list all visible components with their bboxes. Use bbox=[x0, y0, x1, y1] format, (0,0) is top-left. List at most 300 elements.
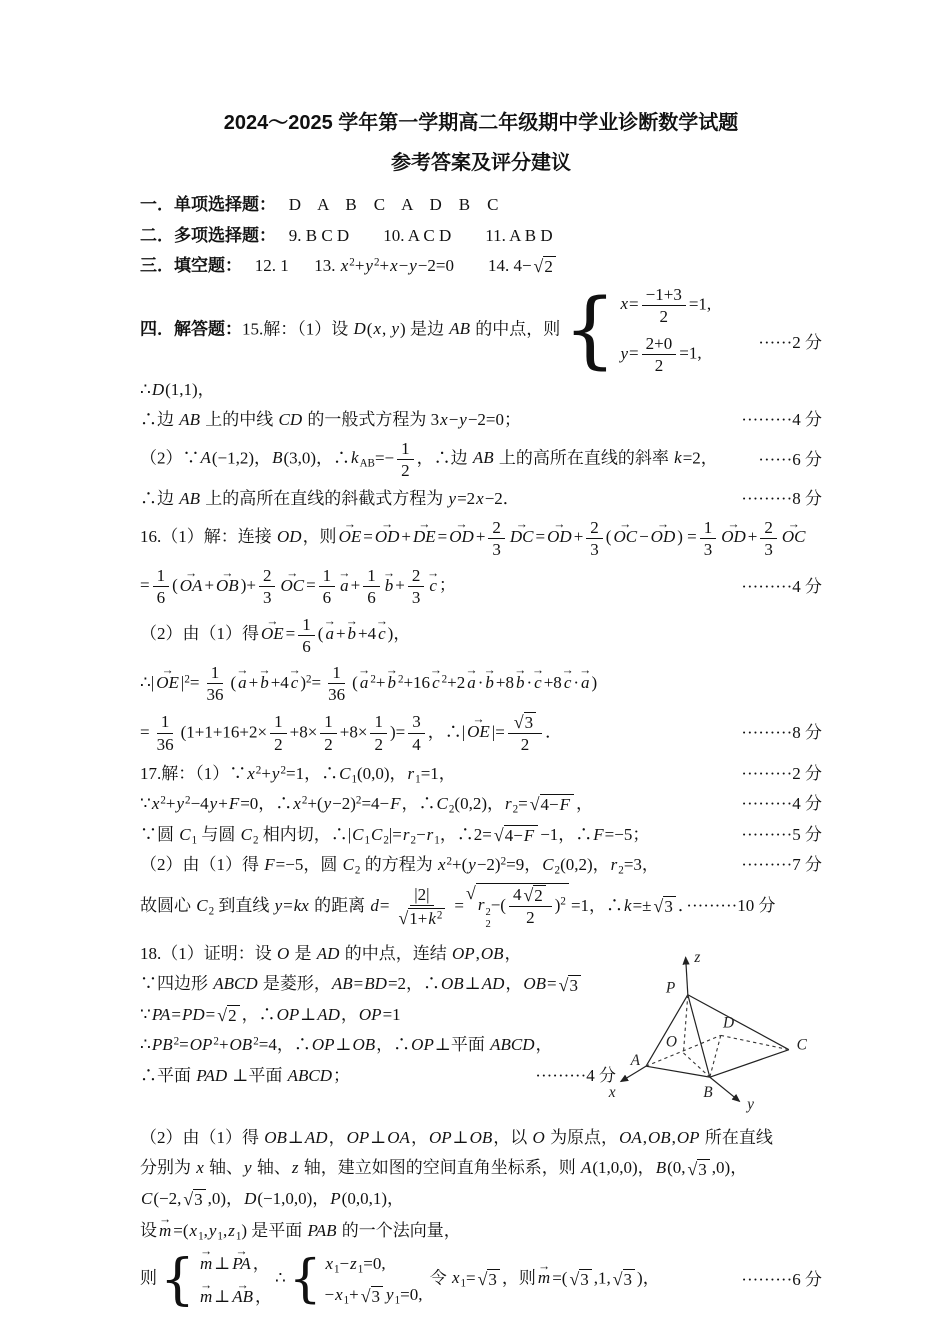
line-content bbox=[140, 1128, 773, 1147]
text-run: =0，∴ bbox=[240, 794, 293, 814]
radicand: 3 bbox=[697, 1159, 710, 1180]
math-variable: CD bbox=[278, 410, 303, 429]
math-variable: C bbox=[436, 794, 448, 814]
vector bbox=[375, 524, 400, 550]
math-variable: k bbox=[428, 908, 436, 928]
radicand bbox=[540, 794, 574, 815]
math-variable: C bbox=[196, 895, 208, 915]
math-variable: AB bbox=[179, 489, 201, 508]
vector bbox=[547, 524, 572, 550]
square-root bbox=[466, 883, 569, 931]
text-run: 故圆心 bbox=[140, 895, 196, 915]
subsup bbox=[338, 764, 357, 783]
subsup bbox=[451, 1268, 467, 1290]
text-run: −4 bbox=[190, 794, 209, 814]
text-run: · bbox=[526, 672, 533, 692]
math-variable: x bbox=[620, 294, 629, 314]
score-mark: ·········4 分 bbox=[741, 410, 822, 429]
subsup bbox=[240, 825, 259, 844]
math-variable: PB bbox=[151, 1035, 173, 1055]
vector-name: OC bbox=[613, 527, 638, 547]
left-brace-icon: { bbox=[160, 1247, 195, 1312]
text-run: 三．填空题： bbox=[140, 256, 242, 275]
math-variable: y bbox=[271, 763, 280, 783]
math-variable: BD bbox=[364, 974, 387, 994]
text-run: , bbox=[671, 1127, 676, 1147]
fraction bbox=[408, 711, 425, 755]
fraction bbox=[202, 662, 227, 706]
math-variable: OP bbox=[311, 1035, 335, 1055]
text-run: =0, bbox=[400, 1285, 423, 1305]
subsup bbox=[340, 256, 355, 275]
text-run: 令 bbox=[425, 1268, 451, 1288]
text-run: ∴| bbox=[140, 672, 155, 692]
text-run: =± bbox=[632, 895, 652, 915]
text-run: =( bbox=[552, 1268, 568, 1288]
math-variable: x bbox=[196, 1158, 204, 1178]
math-variable: F bbox=[593, 824, 604, 844]
radical-sign: √ bbox=[569, 1268, 580, 1289]
fraction bbox=[700, 517, 717, 561]
vector bbox=[651, 524, 676, 550]
vector-name: OD bbox=[650, 527, 676, 547]
superscript: 2 bbox=[370, 673, 376, 686]
text-run: ∵ bbox=[140, 1004, 151, 1024]
math-variable: y bbox=[386, 1285, 394, 1305]
math-variable: AD bbox=[316, 943, 340, 963]
subsup bbox=[271, 764, 286, 783]
math-variable: r bbox=[610, 855, 618, 875]
square-root bbox=[478, 1269, 500, 1290]
text-run: ⊥ bbox=[214, 1253, 231, 1273]
math-variable: y bbox=[391, 318, 400, 338]
text-run: − bbox=[448, 410, 459, 429]
cases-group bbox=[563, 280, 712, 379]
math-variable: y bbox=[274, 895, 283, 915]
subscript: 1 bbox=[364, 833, 371, 846]
denominator: 6 bbox=[302, 636, 311, 656]
subscript: 1 bbox=[235, 1230, 242, 1243]
vector bbox=[200, 1251, 212, 1277]
text-run: , bbox=[222, 1221, 228, 1241]
math-variable: x bbox=[451, 1268, 460, 1288]
math-variable: x bbox=[325, 1253, 334, 1273]
math-variable: x bbox=[440, 410, 448, 429]
q18-part1-line3 bbox=[140, 1002, 616, 1028]
superscript: 2 bbox=[485, 906, 491, 918]
vector bbox=[782, 524, 806, 550]
math-variable: y bbox=[468, 855, 476, 875]
text-run: ⊥ bbox=[335, 1035, 352, 1055]
text-run: (3,0)，∴ bbox=[283, 448, 351, 468]
math-variable: OB bbox=[229, 1035, 253, 1055]
text-run: =1, bbox=[688, 294, 712, 314]
vector-name: m bbox=[537, 1268, 551, 1288]
cases-group bbox=[288, 1248, 423, 1309]
text-run: = bbox=[454, 895, 465, 915]
text-run: + bbox=[261, 763, 271, 783]
math-variable: r bbox=[426, 824, 434, 844]
text-run: + bbox=[248, 672, 259, 692]
line-content bbox=[140, 663, 598, 705]
text-run: 二．多项选择题： bbox=[140, 225, 276, 245]
text-run: )， bbox=[387, 624, 411, 644]
math-variable: OP bbox=[276, 1004, 300, 1024]
math-variable: z bbox=[291, 1158, 299, 1178]
subscript: 2 bbox=[208, 904, 215, 917]
radical-sign: √ bbox=[466, 882, 476, 903]
vector-name: c bbox=[429, 575, 437, 595]
text-run: +4 bbox=[358, 624, 377, 644]
text-run: ⊥ bbox=[464, 974, 481, 994]
text-run: − bbox=[416, 824, 426, 844]
math-variable: C bbox=[542, 855, 554, 875]
math-variable: ABCD bbox=[490, 1035, 535, 1055]
text-run: ) bbox=[300, 672, 307, 692]
subscript: 2 bbox=[252, 833, 259, 846]
fraction bbox=[488, 517, 505, 561]
text-run: 12. 1 13. bbox=[242, 256, 340, 275]
text-run: )， bbox=[637, 1268, 660, 1288]
vector bbox=[232, 1251, 251, 1277]
text-run: ⊥ bbox=[452, 1127, 469, 1147]
math-variable: x bbox=[340, 256, 349, 275]
math-variable: r bbox=[407, 763, 415, 783]
math-variable: y bbox=[209, 794, 218, 814]
denominator: 2 bbox=[659, 306, 668, 326]
q16-part1-line2 bbox=[140, 565, 822, 609]
radicand: 3 bbox=[524, 712, 537, 733]
text-run: ,1, bbox=[593, 1268, 611, 1288]
vector-name: OD bbox=[374, 527, 400, 547]
fraction bbox=[153, 711, 178, 755]
text-run: −2． bbox=[484, 489, 520, 508]
text-run: ⊥平面 bbox=[434, 1035, 490, 1055]
q16-part2-line2 bbox=[140, 662, 822, 706]
square-root bbox=[523, 885, 545, 906]
vector-name: PA bbox=[232, 1253, 251, 1273]
q16-part2-line1 bbox=[140, 614, 822, 658]
subsup bbox=[560, 895, 566, 914]
text-run: = bbox=[171, 1004, 181, 1024]
text-run: =4，∴ bbox=[258, 1035, 311, 1055]
vector-name: m bbox=[199, 1253, 213, 1273]
text-run: ) = bbox=[677, 527, 697, 547]
text-run: ，则 bbox=[302, 527, 337, 547]
vector bbox=[432, 670, 440, 696]
text-run: =− bbox=[374, 448, 395, 468]
vector bbox=[429, 573, 437, 599]
fraction bbox=[642, 333, 677, 377]
q17-part1-line1 bbox=[140, 761, 822, 787]
text-run: 上的高所在直线的斜截式方程为 bbox=[201, 489, 448, 508]
subsup bbox=[426, 825, 440, 844]
line-content bbox=[140, 256, 558, 275]
text-run: + bbox=[375, 672, 386, 692]
text-run: +16 bbox=[403, 672, 431, 692]
vector-name: OD bbox=[449, 527, 474, 547]
q18-part1-line5 bbox=[140, 1063, 616, 1089]
math-variable: y bbox=[365, 256, 373, 275]
math-variable: kx bbox=[293, 895, 309, 915]
math-variable: PAB bbox=[307, 1221, 337, 1241]
subscript: AB bbox=[359, 457, 375, 470]
subscript: 2 bbox=[410, 833, 417, 846]
line-content bbox=[140, 1249, 660, 1310]
math-variable: x bbox=[476, 489, 484, 508]
subsup bbox=[151, 794, 166, 813]
vector bbox=[159, 1218, 171, 1244]
square-root bbox=[494, 825, 538, 846]
text-run: 是 bbox=[290, 943, 316, 963]
cases-column bbox=[620, 284, 712, 377]
q15-altitude-equation bbox=[140, 486, 822, 512]
text-run: 到直线 bbox=[214, 895, 274, 915]
line-content bbox=[140, 195, 498, 214]
math-variable: y bbox=[176, 794, 185, 814]
radicand: 3 bbox=[663, 896, 676, 917]
text-run: ( bbox=[317, 624, 324, 644]
line-content bbox=[140, 852, 659, 878]
line-content bbox=[140, 1189, 404, 1208]
q18-proof-text bbox=[140, 936, 616, 1094]
math-variable: AD bbox=[317, 1004, 340, 1024]
line-content bbox=[140, 517, 808, 559]
line-content bbox=[140, 614, 411, 656]
vector-name: b bbox=[260, 672, 269, 692]
score-mark: ······2 分 bbox=[758, 333, 822, 352]
y-axis bbox=[710, 1077, 740, 1101]
text-run: ( bbox=[366, 318, 373, 338]
text-run: ，∴ bbox=[401, 794, 436, 814]
text-run: , bbox=[382, 318, 391, 338]
superscript: 2 bbox=[213, 1035, 219, 1048]
pyramid-figure bbox=[602, 942, 822, 1120]
radicand: 2 bbox=[227, 1005, 240, 1026]
line-content bbox=[140, 822, 649, 848]
subscript: 1 bbox=[415, 772, 421, 785]
q15-part1-setup bbox=[140, 280, 822, 403]
square-root bbox=[183, 1189, 205, 1210]
math-variable: C bbox=[352, 824, 364, 844]
line-content bbox=[140, 944, 522, 963]
numerator: 3 bbox=[408, 711, 425, 733]
subsup bbox=[349, 1253, 364, 1276]
superscript: 2 bbox=[306, 673, 312, 686]
math-variable: z bbox=[228, 1221, 235, 1241]
subsup bbox=[178, 825, 197, 844]
vector bbox=[280, 573, 304, 599]
cases-group bbox=[160, 1249, 272, 1310]
text-run: ( bbox=[230, 672, 237, 692]
score-mark: ·········4 分 bbox=[535, 1065, 616, 1085]
vector-name: c bbox=[432, 672, 440, 692]
label-d: D bbox=[722, 1014, 735, 1032]
text-run: (0,0,1)， bbox=[341, 1188, 404, 1208]
score-mark: ·········8 分 bbox=[741, 489, 822, 508]
text-run: ， bbox=[255, 1287, 272, 1307]
math-variable: OP bbox=[346, 1127, 370, 1147]
denominator: 36 bbox=[156, 734, 174, 754]
q15-median-equation bbox=[140, 407, 822, 433]
math-variable: D bbox=[244, 1188, 257, 1208]
text-run: ) 是边 bbox=[400, 318, 449, 338]
text-run: 所在直线 bbox=[700, 1127, 773, 1147]
subscript: 1 bbox=[334, 1263, 340, 1276]
subscript: 1 bbox=[351, 772, 357, 785]
vector bbox=[721, 524, 746, 550]
math-variable: A bbox=[580, 1158, 592, 1178]
subscript: 1 bbox=[343, 1294, 350, 1307]
text-run: =−5，圆 bbox=[275, 855, 342, 875]
radicand bbox=[408, 908, 445, 929]
text-run: · bbox=[477, 672, 484, 692]
text-run: ， bbox=[505, 974, 523, 994]
vector-name: OE bbox=[261, 624, 284, 644]
radicand: 2 bbox=[543, 256, 556, 277]
math-variable: OB bbox=[352, 1035, 376, 1055]
single-choice-answers bbox=[140, 192, 822, 218]
superscript: 2 bbox=[173, 1035, 180, 1048]
vector-name: OE bbox=[338, 527, 362, 547]
text-run: ∴平面 bbox=[140, 1065, 196, 1085]
text-run: 则 bbox=[140, 1268, 157, 1288]
fraction bbox=[324, 662, 349, 706]
q16-part1-line1 bbox=[140, 517, 822, 561]
text-run: = bbox=[179, 1035, 189, 1055]
answer-key-subtitle: 参考答案及评分建议 bbox=[391, 152, 571, 174]
superscript: 2 bbox=[160, 794, 166, 807]
cases-column bbox=[198, 1249, 272, 1310]
score-mark: ·········8 分 bbox=[741, 723, 822, 743]
superscript: 2 bbox=[184, 673, 190, 686]
math-variable: PD bbox=[182, 1004, 205, 1024]
vector bbox=[387, 670, 396, 696]
text-run: + bbox=[379, 256, 390, 275]
text-run: =1，∴ bbox=[286, 763, 339, 783]
subsup bbox=[334, 1285, 350, 1307]
text-run: 4− bbox=[504, 825, 523, 845]
denominator: 36 bbox=[328, 685, 346, 705]
math-variable: OB bbox=[264, 1127, 287, 1147]
numerator bbox=[508, 711, 542, 735]
line-content bbox=[140, 1005, 401, 1024]
radicand bbox=[504, 825, 538, 846]
text-run: +( bbox=[452, 855, 468, 875]
subsup bbox=[477, 894, 491, 930]
vector bbox=[200, 1284, 212, 1310]
text-run: + bbox=[573, 527, 584, 547]
text-run: =3， bbox=[623, 855, 659, 875]
text-run: −( bbox=[490, 894, 506, 914]
numerator: 1 bbox=[270, 711, 287, 733]
text-run: , bbox=[475, 943, 480, 963]
subsup bbox=[176, 794, 191, 813]
denominator: 3 bbox=[703, 539, 713, 559]
fraction bbox=[586, 517, 603, 561]
fraction bbox=[397, 438, 414, 482]
text-run: ⊥ bbox=[214, 1287, 231, 1307]
math-variable: D bbox=[353, 318, 366, 338]
vector-name: b bbox=[485, 672, 494, 692]
fraction bbox=[508, 711, 542, 756]
math-variable: OP bbox=[451, 943, 475, 963]
vector bbox=[510, 524, 534, 550]
fraction bbox=[392, 884, 451, 929]
superscript: 2 bbox=[373, 256, 380, 269]
text-run: = bbox=[189, 672, 200, 692]
superscript: 2 bbox=[255, 764, 262, 777]
numerator: 2 bbox=[586, 517, 603, 539]
subsup bbox=[208, 1221, 223, 1243]
radicand: 2 bbox=[533, 885, 546, 906]
text-run: =1， bbox=[420, 763, 456, 783]
square-root bbox=[530, 794, 574, 815]
subscript: 2 bbox=[618, 864, 624, 877]
math-variable: x bbox=[247, 763, 255, 783]
text-run: ，∴ bbox=[241, 1004, 276, 1024]
numerator: −1+3 bbox=[642, 284, 686, 306]
numerator: 1 bbox=[700, 517, 717, 539]
text-run: 与圆 bbox=[197, 824, 240, 844]
text-run: ) 是平面 bbox=[241, 1221, 307, 1241]
superscript: 2 bbox=[349, 256, 355, 269]
vector bbox=[216, 573, 239, 599]
line-content bbox=[140, 1035, 552, 1054]
line-content bbox=[140, 711, 562, 756]
math-variable: y bbox=[208, 1221, 217, 1241]
denominator: 2 bbox=[526, 908, 535, 928]
text-run: ， bbox=[535, 1035, 553, 1055]
q18-part2-line4 bbox=[140, 1216, 822, 1244]
text-run: )+ bbox=[240, 575, 256, 595]
subscript: 1 bbox=[394, 1294, 401, 1307]
vector-name: a bbox=[325, 624, 334, 644]
vector-name: OD bbox=[547, 527, 572, 547]
math-variable: x bbox=[189, 1221, 198, 1241]
math-variable: OB bbox=[441, 974, 464, 994]
denominator: 36 bbox=[206, 685, 224, 705]
vector bbox=[180, 573, 203, 599]
superscript: 2 bbox=[301, 794, 308, 807]
vector bbox=[467, 670, 476, 696]
text-run: ，∴2= bbox=[439, 824, 492, 844]
math-variable: OP bbox=[358, 1004, 382, 1024]
text-run: 15.解：（1）设 bbox=[242, 318, 353, 338]
math-variable: OB bbox=[647, 1127, 671, 1147]
math-variable: OP bbox=[189, 1035, 213, 1055]
score-mark: ·········2 分 bbox=[741, 763, 822, 783]
text-run: +8× bbox=[289, 721, 318, 741]
math-variable: y bbox=[459, 410, 467, 429]
denominator: 3 bbox=[492, 539, 501, 559]
text-run: −2=0； bbox=[467, 410, 522, 429]
text-run: )= bbox=[389, 721, 406, 741]
radical-sign: √ bbox=[183, 1189, 194, 1210]
text-run: = bbox=[140, 721, 150, 741]
superscript: 2 bbox=[441, 673, 448, 686]
numerator: 1 bbox=[157, 711, 174, 733]
text-run: | bbox=[180, 672, 185, 692]
math-variable: y bbox=[409, 256, 417, 275]
math-variable: C bbox=[179, 824, 191, 844]
text-run: , bbox=[642, 1127, 647, 1147]
text-run: +8 bbox=[543, 672, 562, 692]
subscript: 1 bbox=[191, 833, 198, 846]
text-run: = bbox=[205, 1004, 216, 1024]
text-run: 为原点， bbox=[545, 1127, 619, 1147]
line-content bbox=[140, 407, 521, 433]
